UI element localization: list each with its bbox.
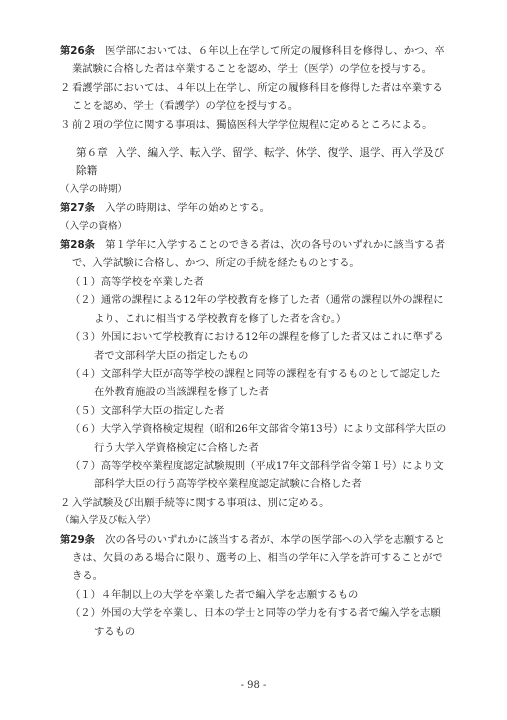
- article-26-paragraph-3: [60, 116, 450, 134]
- article-29: [60, 531, 450, 586]
- article-29-item-1: （１）４年制以上の大学を卒業した者で編入学を志願するもの: [70, 588, 359, 601]
- caption-article-29: （編入学及び転入学）: [60, 515, 156, 527]
- article-28-item-6: （６）大学入学資格検定規程（昭和26年文部省令第13号）により文部科学大臣の行う大学入学資格検定に合格した者: [70, 423, 447, 454]
- article-28-item-1: （１）高等学校を卒業した者: [70, 275, 204, 288]
- document-body: [60, 42, 450, 641]
- article-27-number: 第27条: [60, 202, 95, 215]
- article-29-number: 第29条: [60, 533, 95, 546]
- article-28-item-2: （２）通常の課程による12年の学校教育を修了した者（通常の課程以外の課程により、これに相当する学校教育を修了した者を含む。）: [70, 294, 444, 325]
- chapter-title: 入学、編入学、転入学、留学、転学、休学、復学、退学、再入学及び除籍: [76, 147, 445, 178]
- paragraph-text: 前２項の学位に関する事項は、獨協医科大学学位規程に定めるところによる。: [72, 118, 433, 131]
- article-28-paragraph-2: [60, 494, 450, 512]
- paragraph-number: ３: [60, 118, 71, 131]
- article-28: [60, 236, 450, 273]
- article-26: [60, 42, 450, 79]
- chapter-number: 第６章: [76, 147, 108, 160]
- caption-article-27: （入学の時期）: [60, 183, 128, 195]
- article-27: [60, 199, 450, 217]
- paragraph-text: 看護学部においては、４年以上在学し、所定の履修科目を修得した者は卒業することを認め、学士（看護学）の学位を授与する。: [72, 81, 443, 113]
- article-28-item-4: （４）文部科学大臣が高等学校の課程と同等の課程を有するものとして認定した在外教育施設の当該課程を修了した者: [70, 367, 441, 399]
- article-27-text: 入学の時期は、学年の始めとする。: [105, 202, 270, 215]
- page-number: ‐ 98 ‐: [240, 680, 267, 691]
- article-29-text: 次の各号のいずれかに該当する者が、本学の医学部への入学を志願するときは、欠員のある場合に限り、選考の上、相当の学年に入学を許可することができる。: [72, 533, 446, 583]
- caption-article-28: （入学の資格）: [60, 220, 128, 232]
- article-29-item-2: （２）外国の大学を卒業し、日本の学士と同等の学力を有する者で編入学を志願するもの: [70, 607, 441, 638]
- chapter-heading: [60, 144, 450, 181]
- article-26-paragraph-2: [60, 79, 450, 116]
- article-28-item-5: （５）文部科学大臣の指定した者: [70, 404, 225, 417]
- article-28-item-7: （７）高等学校卒業程度認定試験規則（平成17年文部科学省令第１号）により文部科学大臣の行う高等学校卒業程度認定試験に合格した者: [70, 459, 444, 491]
- article-28-number: 第28条: [60, 239, 95, 252]
- paragraph-text: 入学試験及び出願手続等に関する事項は、別に定める。: [72, 496, 330, 509]
- article-28-item-3: （３）外国において学校教育における12年の課程を修了した者又はこれに準ずる者で文部科学大臣の指定したもの: [70, 331, 444, 362]
- article-26-number: 第26条: [60, 45, 95, 57]
- article-26-text: 医学部においては、６年以上在学して所定の履修科目を修得し、かつ、卒業試験に合格した者は卒業することを認め、学士（医学）の学位を授与する。: [72, 45, 445, 76]
- paragraph-number: ２: [60, 496, 71, 509]
- paragraph-number: ２: [60, 81, 71, 94]
- article-28-text: 第１学年に入学することのできる者は、次の各号のいずれかに該当する者で、入学試験に合格し、かつ、所定の手続を経たものとする。: [72, 239, 446, 270]
